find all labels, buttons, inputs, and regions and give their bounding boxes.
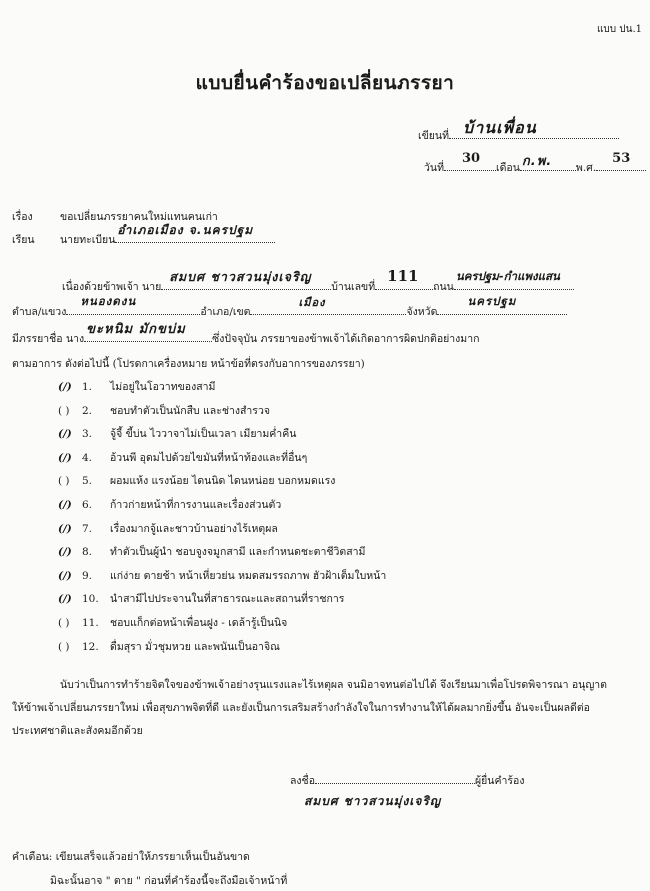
applicant-name-field[interactable] — [161, 269, 331, 290]
day-field[interactable] — [444, 151, 496, 171]
item-text: ไม่อยู่ในโอวาทของสามี — [110, 381, 216, 393]
subject-text: ขอเปลี่ยนภรรยาคนใหม่แทนคนเก่า — [60, 211, 218, 223]
applicant-label: ผู้ยื่นคำร้อง — [475, 775, 525, 787]
warning-row-1 — [12, 848, 250, 865]
month-label: เดือน — [496, 162, 520, 174]
date-label: วันที่ — [424, 162, 444, 174]
list-item — [58, 543, 386, 567]
subject-label: เรื่อง — [12, 211, 33, 223]
item-number: 7. — [82, 522, 93, 535]
checkbox-mark[interactable]: (/) — [58, 522, 72, 535]
date-row — [424, 151, 646, 176]
symptom-list — [58, 378, 386, 661]
district-field[interactable] — [250, 296, 406, 315]
page-title: แบบยื่นคำร้องขอเปลี่ยนภรรยา — [195, 72, 455, 94]
month-value: ก.พ. — [521, 154, 553, 169]
to-row — [12, 223, 275, 248]
checkbox-mark[interactable]: (/) — [58, 428, 72, 441]
signature-printed-name: สมบศ ชาวสวนมุ่งเจริญ — [304, 794, 442, 808]
item-text: นำสามีไปประจานในที่สาธารณะและสถานที่ราชการ — [110, 593, 345, 606]
written-at-value: บ้านเพื่อน — [463, 118, 537, 137]
symptoms-intro: ตามอาการ ดังต่อไปนี้ (โปรดกาเครื่องหมาย หน้าข้อที่ตรงกับอาการของภรรยา) — [12, 358, 365, 370]
item-number: 6. — [82, 498, 93, 511]
sign-label: ลงชื่อ — [290, 775, 315, 787]
warning-line-1: เขียนเสร็จแล้วอย่าให้ภรรยาเห็นเป็นอันขาด — [55, 851, 250, 863]
to-text: นายทะเบียน — [60, 234, 116, 246]
applicant-name: สมบศ ชาวสวนมุ่งเจริญ — [169, 269, 312, 284]
since-label: เนื่องด้วยข้าพเจ้า นาย — [62, 281, 162, 293]
checkbox-mark[interactable]: ( ) — [58, 404, 70, 417]
item-text: ทำตัวเป็นผู้นำ ชอบจูงจมูกสามี และกำหนดชะตาชีวิตสามี — [110, 546, 366, 559]
house-no-label: บ้านเลขที่ — [331, 281, 376, 293]
list-item — [58, 472, 386, 496]
written-at-label: เขียนที่ — [418, 130, 450, 142]
checkbox-mark[interactable]: ( ) — [58, 616, 70, 629]
year-label: พ.ศ. — [575, 162, 597, 174]
item-number: 9. — [82, 569, 93, 582]
list-item — [58, 614, 386, 638]
district-value: เมือง — [298, 296, 326, 309]
item-number: 12. — [82, 640, 99, 653]
list-item — [58, 567, 386, 591]
road-field[interactable] — [454, 269, 574, 290]
province-label: จังหวัด — [406, 306, 438, 318]
list-item — [58, 520, 386, 544]
subdistrict-value: หนองดงน — [80, 294, 137, 308]
house-no-value: 111 — [387, 267, 419, 285]
subdistrict-label: ตำบล/แขวง — [12, 306, 67, 318]
item-text: จู้จี้ ขี้บ่น ไววาจาไม่เป็นเวลา เมียามค่ำคืน — [110, 428, 297, 441]
checkbox-mark[interactable]: (/) — [58, 451, 72, 464]
house-no-field[interactable] — [375, 267, 433, 290]
item-text: ชอบทำตัวเป็นนักสืบ และช่างสำรวจ — [110, 404, 270, 417]
signature-field[interactable] — [315, 783, 475, 784]
day-value: 30 — [462, 151, 481, 166]
closing-line-1: นับว่าเป็นการทำร้ายจิตใจของข้าพเจ้าอย่างรุนแรงและไร้เหตุผล จนมิอาจทนต่อไปได้ จึงเรียนมาเพื่อโปรดพิจารณา อนุญาต — [60, 679, 607, 691]
item-number: 10. — [82, 593, 99, 606]
warning-line-2: มิฉะนั้นอาจ " ตาย " ก่อนที่คำร้องนี้จะถึงมือเจ้าหน้าที่ — [50, 875, 288, 887]
list-item — [58, 496, 386, 520]
signature-row — [290, 772, 524, 789]
list-item — [58, 425, 386, 449]
form-code: แบบ ปน.1 — [596, 24, 642, 35]
checkbox-mark[interactable]: ( ) — [58, 475, 70, 488]
item-number: 1. — [82, 381, 93, 393]
wife-row — [12, 322, 480, 347]
to-value: อำเภอเมือง จ.นครปฐม — [117, 223, 254, 237]
to-field[interactable] — [115, 223, 275, 243]
checkbox-mark[interactable]: (/) — [58, 546, 72, 559]
item-text: ชอบแก็กต่อหน้าเพื่อนฝูง - เดล้ารู้เป็นนิจ — [110, 616, 288, 629]
item-text: ก้าวก่ายหน้าที่การงานและเรื่องส่วนตัว — [110, 498, 282, 511]
item-text: ผอมแห้ง แรงน้อย ไดนนิด ไดนหน่อย บอกหมดแรง — [110, 475, 336, 488]
item-text: ดื่มสุรา มั่วชุมหวย และพนันเป็นอาจิณ — [110, 640, 280, 653]
road-label: ถนน — [433, 281, 454, 293]
wife-label: มีภรรยาชื่อ นาง — [12, 333, 85, 345]
written-at-field[interactable] — [449, 118, 619, 139]
warning-label: คำเตือน: — [12, 851, 53, 863]
district-label: อำเภอ/เขต — [200, 306, 251, 318]
item-number: 4. — [82, 451, 93, 464]
closing-line-3: ประเทศชาติและสังคมอีกด้วย — [12, 725, 143, 737]
checkbox-mark[interactable]: (/) — [58, 498, 72, 511]
list-item — [58, 402, 386, 426]
item-number: 8. — [82, 546, 93, 559]
list-item — [58, 378, 386, 402]
list-item — [58, 449, 386, 473]
item-number: 5. — [82, 475, 93, 488]
province-field[interactable] — [437, 294, 567, 315]
wife-name: ขะหนิม มักขบ่ม — [86, 322, 186, 337]
written-at-row — [418, 118, 619, 144]
month-field[interactable] — [520, 154, 576, 171]
year-field[interactable] — [596, 151, 646, 171]
wife-tail: ซึ่งปัจจุบัน ภรรยาของข้าพเจ้าได้เกิดอาการผิดปกติอย่างมาก — [212, 333, 480, 345]
item-text: เรื่องมากจู้และชาวบ้านอย่างไร้เหตุผล — [110, 522, 278, 535]
road-value: นครปฐม-กำแพงแสน — [455, 269, 560, 283]
item-number: 11. — [82, 616, 99, 629]
checkbox-mark[interactable]: (/) — [58, 569, 72, 582]
province-value: นครปฐม — [467, 294, 517, 308]
checkbox-mark[interactable]: (/) — [58, 381, 72, 393]
wife-name-field[interactable] — [84, 322, 212, 342]
item-text: แก่ง่าย ตายช้า หน้าเหี่ยวย่น หมดสมรรถภาพ ฮัวฝ้าเต็มใบหน้า — [110, 569, 387, 582]
to-label: เรียน — [12, 234, 35, 246]
subdistrict-field[interactable] — [66, 294, 200, 315]
item-number: 2. — [82, 404, 93, 417]
item-number: 3. — [82, 428, 93, 441]
closing-line-2: ให้ข้าพเจ้าเปลี่ยนภรรยาใหม่ เพื่อสุขภาพจิตที่ดี และยังเป็นการเสริมสร้างกำลังใจในการทำงานให้ได้ผลมากยิ่งขึ้น อันจะเป็นผลดีต่อ — [12, 702, 590, 714]
checkbox-mark[interactable]: ( ) — [58, 640, 70, 653]
year-value: 53 — [612, 151, 631, 166]
checkbox-mark[interactable]: (/) — [58, 593, 72, 606]
item-text: อ้วนพี อุดมไปด้วยไขมันที่หน้าท้องและที่อื่นๆ — [110, 451, 308, 464]
list-item — [58, 590, 386, 614]
list-item — [58, 638, 386, 662]
